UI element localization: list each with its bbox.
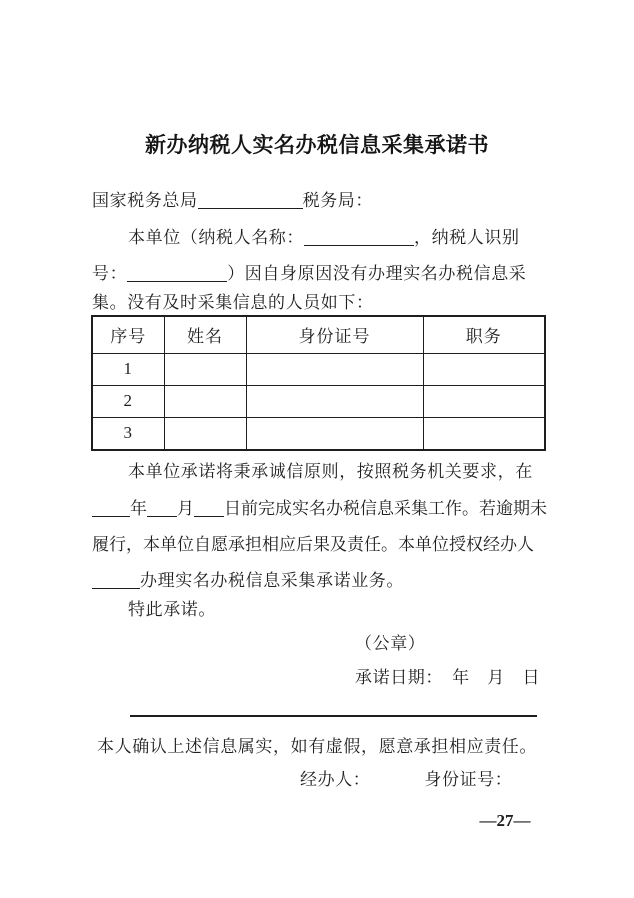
para2-line2 xyxy=(92,498,547,520)
cell-serial-no: 3 xyxy=(92,417,164,450)
para1-text-2b: ）因自身原因没有办理实名办税信息采 xyxy=(227,264,527,283)
para2-text-4: 办理实名办税信息采集承诺业务。 xyxy=(140,571,404,590)
salutation-office-suffix: 税务局： xyxy=(302,191,374,210)
handler-line xyxy=(300,769,512,791)
para2-line4 xyxy=(92,570,404,592)
promise-text: 特此承诺。 xyxy=(128,600,216,619)
table-row xyxy=(92,417,545,450)
day-blank xyxy=(194,504,224,517)
para1-line3 xyxy=(92,292,374,314)
commitment-date-text: 承诺日期： 年 月 日 xyxy=(355,668,541,687)
salutation-agency: 国家税务总局 xyxy=(92,191,198,210)
personnel-table xyxy=(91,315,546,451)
agent-label: 经办人： xyxy=(300,770,371,789)
cell-name xyxy=(164,385,246,417)
tax-office-blank xyxy=(198,196,303,209)
para1-line1 xyxy=(92,227,520,249)
agent-name-blank xyxy=(92,576,140,589)
cell-position xyxy=(423,353,545,385)
cell-id-number xyxy=(246,353,423,385)
commitment-date-line xyxy=(355,667,540,689)
cell-name xyxy=(164,417,246,450)
id-number-label: 身份证号： xyxy=(424,770,513,789)
para1-line2 xyxy=(92,263,526,285)
official-seal-label: （公章） xyxy=(355,634,426,653)
para1-text-2a: 号： xyxy=(92,264,128,283)
year-blank xyxy=(92,504,130,517)
footer-divider xyxy=(130,715,537,717)
year-label: 年 xyxy=(130,499,147,518)
para2-text-3: 履行，本单位自愿承担相应后果及责任。本单位授权经办人 xyxy=(92,535,534,554)
header-serial-no: 序号 xyxy=(92,316,164,353)
cell-serial-no: 2 xyxy=(92,385,164,417)
para1-text-1a: 本单位（纳税人名称： xyxy=(128,228,304,247)
cell-position xyxy=(423,417,545,450)
para2-line1 xyxy=(92,461,533,483)
confirmation-text: 本人确认上述信息属实，如有虚假，愿意承担相应责任。 xyxy=(97,737,537,756)
table-row xyxy=(92,353,545,385)
cell-position xyxy=(423,385,545,417)
para2-line3 xyxy=(92,534,534,556)
confirmation-line xyxy=(97,736,537,758)
promise-line xyxy=(92,599,216,621)
month-label: 月 xyxy=(177,499,194,518)
cell-id-number xyxy=(246,417,423,450)
header-position: 职务 xyxy=(423,316,545,353)
para1-text-1b: ，纳税人识别 xyxy=(414,228,520,247)
header-id-number: 身份证号 xyxy=(246,316,423,353)
cell-name xyxy=(164,353,246,385)
table-row xyxy=(92,385,545,417)
para2-text-2: 日前完成实名办税信息采集工作。若逾期未 xyxy=(224,499,547,518)
header-name: 姓名 xyxy=(164,316,246,353)
salutation-line xyxy=(92,190,373,212)
cell-serial-no: 1 xyxy=(92,353,164,385)
cell-id-number xyxy=(246,385,423,417)
table-header-row xyxy=(92,316,545,353)
para2-text-1: 本单位承诺将秉承诚信原则，按照税务机关要求，在 xyxy=(128,462,533,481)
taxpayer-name-blank xyxy=(304,233,414,246)
seal-line xyxy=(355,633,425,655)
taxpayer-id-blank xyxy=(127,269,227,282)
month-blank xyxy=(147,504,177,517)
page-title: 新办纳税人实名办税信息采集承诺书 xyxy=(145,134,489,157)
page-number: —27— xyxy=(479,811,531,830)
para1-text-3: 集。没有及时采集信息的人员如下： xyxy=(92,293,374,312)
